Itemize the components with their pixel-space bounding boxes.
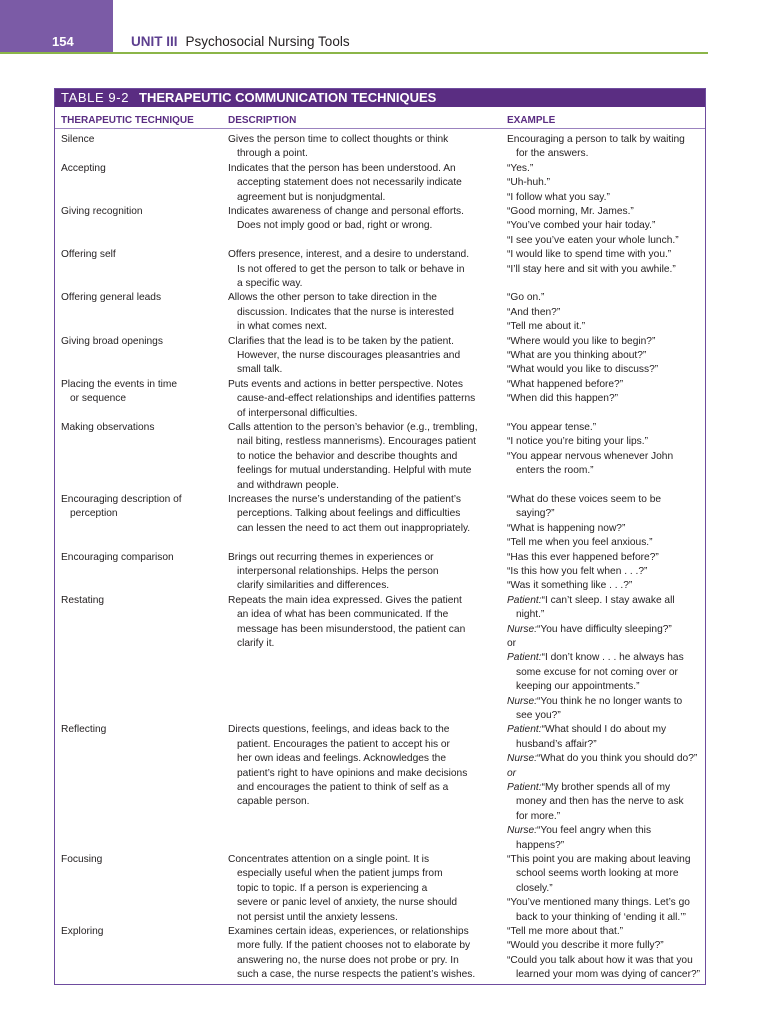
table-row bbox=[55, 133, 705, 162]
example-text bbox=[507, 536, 703, 550]
table-row bbox=[55, 248, 705, 291]
table-row bbox=[55, 421, 705, 493]
description-text: Concentrates attention on a single point. It is bbox=[228, 853, 430, 865]
example-quote: learned your mom was dying of cancer?” bbox=[516, 969, 701, 981]
running-head bbox=[131, 34, 350, 50]
technique-text: Offering self bbox=[61, 249, 116, 261]
example-text bbox=[507, 579, 703, 593]
technique-text: Giving recognition bbox=[61, 205, 143, 217]
description-text: through a point. bbox=[237, 148, 308, 160]
description-cell bbox=[228, 421, 500, 493]
example-text bbox=[507, 349, 703, 363]
description-cell bbox=[228, 551, 500, 594]
example-quote: “Tell me more about that.” bbox=[507, 925, 624, 937]
example-cell bbox=[507, 551, 703, 594]
table-row bbox=[55, 853, 705, 925]
example-quote: “I see you’ve eaten your whole lunch.” bbox=[507, 234, 679, 246]
example-quote: “Go on.” bbox=[507, 292, 545, 304]
description-text: and withdrawn people. bbox=[237, 479, 339, 491]
example-quote: some excuse for not coming over or bbox=[516, 666, 678, 678]
table-row bbox=[55, 378, 705, 421]
example-quote: “You appear nervous whenever John bbox=[507, 450, 674, 462]
example-quote: back to your thinking of ‘ending it all.’” bbox=[516, 911, 686, 923]
technique-text: Placing the events in time bbox=[61, 378, 178, 390]
example-quote: “Could you talk about how it was that you bbox=[507, 954, 693, 966]
example-text bbox=[507, 219, 703, 233]
description-text: interpersonal relationships. Helps the person bbox=[237, 565, 439, 577]
example-text bbox=[507, 378, 703, 392]
description-text: clarify similarities and differences. bbox=[237, 580, 390, 592]
description-text: clarify it. bbox=[237, 637, 275, 649]
description-cell bbox=[228, 378, 500, 421]
technique-text: Making observations bbox=[61, 421, 155, 433]
description-cell bbox=[228, 335, 500, 378]
description-text: her own ideas and feelings. Acknowledges the bbox=[237, 753, 446, 765]
description-cell bbox=[228, 248, 500, 291]
example-quote: “What would you like to discuss?” bbox=[507, 364, 659, 376]
description-cell bbox=[228, 594, 500, 652]
example-text bbox=[507, 623, 703, 637]
description-text: patient. Encourages the patient to accept his or bbox=[237, 738, 450, 750]
example-text bbox=[507, 291, 703, 305]
example-cell bbox=[507, 378, 703, 407]
description-text: Directs questions, feelings, and ideas back to the bbox=[228, 724, 450, 736]
communication-techniques-table bbox=[54, 88, 706, 985]
example-text bbox=[507, 551, 703, 565]
description-cell bbox=[228, 162, 500, 205]
unit-title: Psychosocial Nursing Tools bbox=[185, 34, 350, 49]
example-text bbox=[507, 594, 703, 608]
technique-cell bbox=[61, 248, 221, 262]
example-text bbox=[507, 767, 703, 781]
example-cell bbox=[507, 925, 703, 983]
example-cell bbox=[507, 162, 703, 205]
table-row bbox=[55, 594, 705, 724]
example-quote: “You’ve mentioned many things. Let’s go bbox=[507, 897, 690, 909]
example-text bbox=[507, 853, 703, 867]
column-header-row bbox=[55, 113, 705, 129]
example-quote: “I notice you’re biting your lips.” bbox=[507, 436, 648, 448]
example-quote: “What happened before?” bbox=[507, 378, 624, 390]
description-text: such a case, the nurse respects the patient’s wishes. bbox=[237, 969, 476, 981]
description-text: capable person. bbox=[237, 796, 310, 808]
description-text: severe or panic level of anxiety, the nurse should bbox=[237, 897, 458, 909]
description-text: Repeats the main idea expressed. Gives the patient bbox=[228, 594, 462, 606]
description-text: accepting statement does not necessarily indicate bbox=[237, 177, 462, 189]
table-number: TABLE 9-2 bbox=[61, 90, 130, 105]
example-quote: “Has this ever happened before?” bbox=[507, 551, 659, 563]
description-text: However, the nurse discourages pleasantries and bbox=[237, 349, 461, 361]
description-text: agreement but is nonjudgmental. bbox=[237, 191, 386, 203]
example-text bbox=[507, 234, 703, 248]
description-text: discussion. Indicates that the nurse is interested bbox=[237, 306, 454, 318]
table-row bbox=[55, 291, 705, 334]
example-text bbox=[507, 421, 703, 435]
description-cell bbox=[228, 291, 500, 334]
description-text: Examines certain ideas, experiences, or relationships bbox=[228, 925, 469, 937]
technique-cell bbox=[61, 421, 221, 435]
example-text bbox=[507, 695, 703, 709]
example-quote: for more.” bbox=[516, 810, 561, 822]
example-quote: “What do these voices seem to be bbox=[507, 493, 662, 505]
example-quote: or bbox=[507, 767, 517, 779]
technique-cell bbox=[61, 162, 221, 176]
table-row bbox=[55, 925, 705, 983]
speaker-label: Nurse: bbox=[507, 695, 538, 707]
example-text bbox=[507, 320, 703, 334]
example-quote: or bbox=[507, 637, 517, 649]
table-row bbox=[55, 335, 705, 378]
example-text bbox=[507, 335, 703, 349]
example-text bbox=[507, 435, 703, 449]
technique-text: Silence bbox=[61, 134, 95, 145]
example-quote: keeping our appointments.” bbox=[516, 681, 640, 693]
example-quote: see you?” bbox=[516, 709, 561, 721]
description-text: more fully. If the patient chooses not to elaborate by bbox=[237, 940, 471, 952]
speaker-label: Patient: bbox=[507, 781, 542, 793]
description-text: Gives the person time to collect thoughts or think bbox=[228, 134, 449, 145]
example-text bbox=[507, 464, 703, 478]
technique-cell bbox=[61, 133, 221, 147]
technique-cell bbox=[61, 493, 221, 522]
description-text: an idea of what has been communicated. If the bbox=[237, 609, 449, 621]
example-cell bbox=[507, 723, 703, 853]
example-quote: night.” bbox=[516, 609, 545, 621]
example-quote: Encouraging a person to talk by waiting bbox=[507, 134, 685, 145]
description-text: a specific way. bbox=[237, 277, 303, 289]
example-text bbox=[507, 795, 703, 809]
technique-text: perception bbox=[70, 508, 118, 520]
example-quote: “Is this how you felt when . . .?” bbox=[507, 565, 648, 577]
example-text bbox=[507, 954, 703, 968]
speaker-label: Nurse: bbox=[507, 825, 538, 837]
example-cell bbox=[507, 493, 703, 551]
example-quote: “Good morning, Mr. James.” bbox=[507, 205, 634, 217]
technique-cell bbox=[61, 205, 221, 219]
column-header-technique: THERAPEUTIC TECHNIQUE bbox=[61, 115, 194, 126]
example-text bbox=[507, 522, 703, 536]
example-quote: “What should I do about my bbox=[541, 724, 667, 736]
example-text bbox=[507, 133, 703, 147]
example-cell bbox=[507, 291, 703, 334]
example-quote: “You have difficulty sleeping?” bbox=[537, 623, 672, 635]
example-cell bbox=[507, 335, 703, 378]
description-text: and encourages the patient to think of self as a bbox=[237, 781, 449, 793]
technique-cell bbox=[61, 291, 221, 305]
description-text: feelings for mutual understanding. Helpful with mute bbox=[237, 465, 472, 477]
example-quote: money and then has the nerve to ask bbox=[516, 796, 684, 808]
example-text bbox=[507, 147, 703, 161]
technique-text: Offering general leads bbox=[61, 292, 162, 304]
example-quote: for the answers. bbox=[516, 148, 589, 160]
example-text bbox=[507, 637, 703, 651]
description-cell bbox=[228, 925, 500, 983]
table-row bbox=[55, 493, 705, 551]
example-text bbox=[507, 363, 703, 377]
technique-cell bbox=[61, 723, 221, 737]
example-cell bbox=[507, 853, 703, 925]
description-text: can lessen the need to act them out inappropriately. bbox=[237, 522, 471, 534]
example-text bbox=[507, 752, 703, 766]
example-text bbox=[507, 392, 703, 406]
description-text: nail biting, restless mannerisms). Encourages patient bbox=[237, 436, 476, 448]
example-cell bbox=[507, 248, 703, 277]
technique-cell bbox=[61, 335, 221, 349]
description-cell bbox=[228, 133, 500, 162]
example-text bbox=[507, 651, 703, 665]
example-text bbox=[507, 680, 703, 694]
example-text bbox=[507, 191, 703, 205]
description-text: Increases the nurse’s understanding of the patient’s bbox=[228, 493, 461, 505]
table-row bbox=[55, 551, 705, 594]
column-header-description: DESCRIPTION bbox=[228, 115, 297, 126]
example-quote: “Yes.” bbox=[507, 162, 534, 174]
example-text bbox=[507, 939, 703, 953]
description-text: topic to topic. If a person is experiencing a bbox=[237, 882, 428, 894]
table-body bbox=[55, 133, 705, 982]
example-quote: “And then?” bbox=[507, 306, 561, 318]
description-text: not persist until the anxiety lessens. bbox=[237, 911, 398, 923]
example-text bbox=[507, 839, 703, 853]
example-quote: “I follow what you say.” bbox=[507, 191, 610, 203]
speaker-label: Nurse: bbox=[507, 623, 538, 635]
example-quote: “I would like to spend time with you.” bbox=[507, 249, 672, 261]
description-cell bbox=[228, 205, 500, 234]
description-text: Indicates awareness of change and personal efforts. bbox=[228, 205, 464, 217]
example-text bbox=[507, 608, 703, 622]
technique-text: or sequence bbox=[70, 393, 127, 405]
technique-cell bbox=[61, 925, 221, 939]
example-quote: “What is happening now?” bbox=[507, 522, 626, 534]
technique-text: Encouraging description of bbox=[61, 493, 182, 505]
technique-text: Encouraging comparison bbox=[61, 551, 174, 563]
column-header-example: EXAMPLE bbox=[507, 115, 556, 126]
example-text bbox=[507, 162, 703, 176]
example-text bbox=[507, 176, 703, 190]
example-text bbox=[507, 824, 703, 838]
example-text bbox=[507, 867, 703, 881]
example-cell bbox=[507, 205, 703, 248]
example-quote: “What are you thinking about?” bbox=[507, 349, 647, 361]
example-quote: “Where would you like to begin?” bbox=[507, 335, 656, 347]
example-quote: “I don’t know . . . he always has bbox=[541, 652, 684, 664]
table-title: THERAPEUTIC COMMUNICATION TECHNIQUES bbox=[139, 90, 437, 105]
example-quote: “Tell me about it.” bbox=[507, 321, 586, 333]
description-text: answering no, the nurse does not probe or pry. In bbox=[237, 954, 459, 966]
example-quote: “Would you describe it more fully?” bbox=[507, 940, 664, 952]
description-text: in what comes next. bbox=[237, 321, 328, 333]
example-text bbox=[507, 925, 703, 939]
technique-cell bbox=[61, 378, 221, 407]
description-text: message has been misunderstood, the patient can bbox=[237, 623, 466, 635]
example-cell bbox=[507, 594, 703, 724]
example-quote: happens?” bbox=[516, 839, 565, 851]
example-quote: “I can’t sleep. I stay awake all bbox=[541, 594, 675, 606]
technique-text: Exploring bbox=[61, 925, 104, 937]
technique-cell bbox=[61, 853, 221, 867]
table-title-bar bbox=[55, 89, 705, 107]
description-text: Clarifies that the lead is to be taken by the patient. bbox=[228, 335, 454, 347]
description-text: Does not imply good or bad, right or wrong. bbox=[237, 220, 433, 232]
example-text bbox=[507, 450, 703, 464]
description-text: Calls attention to the person’s behavior (e.g., trembling, bbox=[228, 421, 478, 433]
example-text bbox=[507, 781, 703, 795]
example-quote: “You’ve combed your hair today.” bbox=[507, 220, 656, 232]
example-quote: school seems worth looking at more bbox=[516, 868, 679, 880]
example-text bbox=[507, 968, 703, 982]
table-row bbox=[55, 205, 705, 248]
description-text: patient’s right to have opinions and make decisions bbox=[237, 767, 468, 779]
example-text bbox=[507, 565, 703, 579]
description-text: Is not offered to get the person to talk or behave in bbox=[237, 263, 465, 275]
description-text: of interpersonal difficulties. bbox=[237, 407, 358, 419]
example-text bbox=[507, 666, 703, 680]
header-rule bbox=[0, 52, 708, 54]
example-text bbox=[507, 810, 703, 824]
example-text bbox=[507, 306, 703, 320]
example-text bbox=[507, 896, 703, 910]
description-text: to notice the behavior and describe thoughts and bbox=[237, 450, 458, 462]
speaker-label: Patient: bbox=[507, 652, 542, 664]
example-quote: “I’ll stay here and sit with you awhile.” bbox=[507, 263, 676, 275]
description-cell bbox=[228, 493, 500, 536]
unit-label: UNIT III bbox=[131, 34, 178, 49]
example-quote: “This point you are making about leaving bbox=[507, 853, 691, 865]
example-text bbox=[507, 882, 703, 896]
example-text bbox=[507, 263, 703, 277]
example-text bbox=[507, 723, 703, 737]
example-cell bbox=[507, 133, 703, 162]
example-text bbox=[507, 205, 703, 219]
technique-cell bbox=[61, 551, 221, 565]
speaker-label: Patient: bbox=[507, 594, 542, 606]
technique-text: Giving broad openings bbox=[61, 335, 163, 347]
description-text: Offers presence, interest, and a desire to understand. bbox=[228, 249, 470, 261]
technique-text: Reflecting bbox=[61, 724, 107, 736]
example-quote: “Uh-huh.” bbox=[507, 177, 551, 189]
example-text bbox=[507, 507, 703, 521]
technique-cell bbox=[61, 594, 221, 608]
description-text: especially useful when the patient jumps from bbox=[237, 868, 443, 880]
table-row bbox=[55, 162, 705, 205]
example-text bbox=[507, 738, 703, 752]
description-text: Allows the other person to take direction in the bbox=[228, 292, 437, 304]
example-quote: enters the room.” bbox=[516, 465, 594, 477]
example-quote: saying?” bbox=[516, 508, 555, 520]
description-text: cause-and-effect relationships and identifies patterns bbox=[237, 393, 476, 405]
example-quote: “When did this happen?” bbox=[507, 393, 618, 405]
example-quote: “Was it something like . . .?” bbox=[507, 580, 633, 592]
example-quote: “What do you think you should do?” bbox=[537, 753, 698, 765]
example-text bbox=[507, 709, 703, 723]
example-text bbox=[507, 493, 703, 507]
technique-text: Accepting bbox=[61, 162, 106, 174]
description-cell bbox=[228, 723, 500, 809]
example-quote: “My brother spends all of my bbox=[541, 781, 671, 793]
example-quote: husband’s affair?” bbox=[516, 738, 597, 750]
example-quote: “Tell me when you feel anxious.” bbox=[507, 537, 653, 549]
example-quote: “You think he no longer wants to bbox=[537, 695, 683, 707]
speaker-label: Patient: bbox=[507, 724, 542, 736]
description-cell bbox=[228, 853, 500, 925]
technique-text: Focusing bbox=[61, 853, 103, 865]
example-text bbox=[507, 248, 703, 262]
table-row bbox=[55, 723, 705, 853]
description-text: Puts events and actions in better perspective. Notes bbox=[228, 378, 464, 390]
description-text: perceptions. Talking about feelings and difficulties bbox=[237, 508, 461, 520]
example-cell bbox=[507, 421, 703, 479]
speaker-label: Nurse: bbox=[507, 753, 538, 765]
example-quote: “You feel angry when this bbox=[537, 825, 652, 837]
example-quote: “You appear tense.” bbox=[507, 421, 597, 433]
description-text: small talk. bbox=[237, 364, 283, 376]
technique-text: Restating bbox=[61, 594, 105, 606]
example-text bbox=[507, 911, 703, 925]
page-number: 154 bbox=[52, 34, 74, 49]
example-quote: closely.” bbox=[516, 882, 553, 894]
description-text: Brings out recurring themes in experiences or bbox=[228, 551, 434, 563]
description-text: Indicates that the person has been understood. An bbox=[228, 162, 456, 174]
